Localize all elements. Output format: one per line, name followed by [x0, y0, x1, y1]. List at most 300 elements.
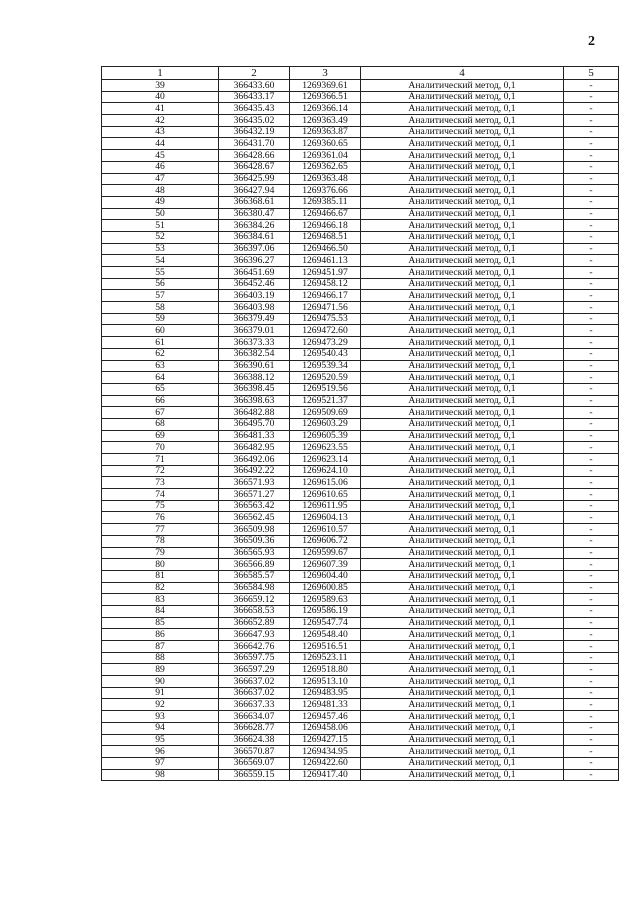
point-number-cell: 66 [102, 395, 219, 407]
x-coordinate-cell: 366433.60 [219, 80, 290, 92]
table-row [102, 430, 619, 442]
x-coordinate-cell: 366433.17 [219, 91, 290, 103]
description-cell: - [564, 594, 619, 606]
point-number-cell: 87 [102, 641, 219, 653]
point-number-cell: 75 [102, 500, 219, 512]
point-number-cell: 89 [102, 664, 219, 676]
table-row [102, 103, 619, 115]
x-coordinate-cell: 366398.45 [219, 383, 290, 395]
description-cell: - [564, 757, 619, 769]
x-coordinate-cell: 366397.06 [219, 243, 290, 255]
column-header: 1 [102, 67, 219, 80]
y-coordinate-cell: 1269509.69 [290, 407, 361, 419]
y-coordinate-cell: 1269475.53 [290, 313, 361, 325]
y-coordinate-cell: 1269483.95 [290, 687, 361, 699]
description-cell: - [564, 302, 619, 314]
method-cell: Аналитический метод, 0,1 [361, 454, 564, 466]
x-coordinate-cell: 366647.93 [219, 629, 290, 641]
x-coordinate-cell: 366428.66 [219, 150, 290, 162]
y-coordinate-cell: 1269466.50 [290, 243, 361, 255]
x-coordinate-cell: 366384.26 [219, 220, 290, 232]
method-cell: Аналитический метод, 0,1 [361, 547, 564, 559]
point-number-cell: 68 [102, 418, 219, 430]
table-row [102, 267, 619, 279]
table-row [102, 605, 619, 617]
point-number-cell: 74 [102, 489, 219, 501]
point-number-cell: 76 [102, 512, 219, 524]
point-number-cell: 63 [102, 360, 219, 372]
table-row [102, 757, 619, 769]
x-coordinate-cell: 366379.01 [219, 325, 290, 337]
method-cell: Аналитический метод, 0,1 [361, 617, 564, 629]
y-coordinate-cell: 1269434.95 [290, 746, 361, 758]
table-row [102, 138, 619, 150]
x-coordinate-cell: 366571.27 [219, 489, 290, 501]
table-row [102, 570, 619, 582]
x-coordinate-cell: 366569.07 [219, 757, 290, 769]
y-coordinate-cell: 1269623.55 [290, 442, 361, 454]
table-row [102, 547, 619, 559]
point-number-cell: 92 [102, 699, 219, 711]
x-coordinate-cell: 366382.54 [219, 348, 290, 360]
table-row [102, 173, 619, 185]
method-cell: Аналитический метод, 0,1 [361, 559, 564, 571]
method-cell: Аналитический метод, 0,1 [361, 103, 564, 115]
x-coordinate-cell: 366435.43 [219, 103, 290, 115]
point-number-cell: 86 [102, 629, 219, 641]
point-number-cell: 85 [102, 617, 219, 629]
description-cell: - [564, 652, 619, 664]
point-number-cell: 47 [102, 173, 219, 185]
description-cell: - [564, 442, 619, 454]
y-coordinate-cell: 1269589.63 [290, 594, 361, 606]
description-cell: - [564, 465, 619, 477]
method-cell: Аналитический метод, 0,1 [361, 430, 564, 442]
point-number-cell: 77 [102, 524, 219, 536]
point-number-cell: 64 [102, 372, 219, 384]
method-cell: Аналитический метод, 0,1 [361, 746, 564, 758]
y-coordinate-cell: 1269610.65 [290, 489, 361, 501]
description-cell: - [564, 641, 619, 653]
method-cell: Аналитический метод, 0,1 [361, 477, 564, 489]
description-cell: - [564, 676, 619, 688]
description-cell: - [564, 255, 619, 267]
table-row [102, 559, 619, 571]
description-cell: - [564, 231, 619, 243]
description-cell: - [564, 196, 619, 208]
y-coordinate-cell: 1269466.17 [290, 290, 361, 302]
x-coordinate-cell: 366566.89 [219, 559, 290, 571]
method-cell: Аналитический метод, 0,1 [361, 360, 564, 372]
method-cell: Аналитический метод, 0,1 [361, 302, 564, 314]
table-row [102, 302, 619, 314]
point-number-cell: 82 [102, 582, 219, 594]
x-coordinate-cell: 366379.49 [219, 313, 290, 325]
x-coordinate-cell: 366509.36 [219, 535, 290, 547]
table-row [102, 383, 619, 395]
description-cell: - [564, 360, 619, 372]
table-row [102, 524, 619, 536]
table-row [102, 722, 619, 734]
table-row [102, 477, 619, 489]
description-cell: - [564, 348, 619, 360]
table-row [102, 278, 619, 290]
table-row [102, 676, 619, 688]
point-number-cell: 59 [102, 313, 219, 325]
description-cell: - [564, 313, 619, 325]
x-coordinate-cell: 366495.70 [219, 418, 290, 430]
table-row [102, 150, 619, 162]
y-coordinate-cell: 1269376.66 [290, 185, 361, 197]
x-coordinate-cell: 366435.02 [219, 115, 290, 127]
description-cell: - [564, 267, 619, 279]
table-row [102, 512, 619, 524]
point-number-cell: 49 [102, 196, 219, 208]
method-cell: Аналитический метод, 0,1 [361, 325, 564, 337]
method-cell: Аналитический метод, 0,1 [361, 208, 564, 220]
point-number-cell: 58 [102, 302, 219, 314]
method-cell: Аналитический метод, 0,1 [361, 348, 564, 360]
table-row [102, 769, 619, 781]
table-row [102, 734, 619, 746]
method-cell: Аналитический метод, 0,1 [361, 687, 564, 699]
y-coordinate-cell: 1269361.04 [290, 150, 361, 162]
method-cell: Аналитический метод, 0,1 [361, 722, 564, 734]
point-number-cell: 94 [102, 722, 219, 734]
y-coordinate-cell: 1269513.10 [290, 676, 361, 688]
point-number-cell: 56 [102, 278, 219, 290]
y-coordinate-cell: 1269586.19 [290, 605, 361, 617]
description-cell: - [564, 722, 619, 734]
x-coordinate-cell: 366451.69 [219, 267, 290, 279]
method-cell: Аналитический метод, 0,1 [361, 173, 564, 185]
x-coordinate-cell: 366565.93 [219, 547, 290, 559]
y-coordinate-cell: 1269606.72 [290, 535, 361, 547]
point-number-cell: 98 [102, 769, 219, 781]
y-coordinate-cell: 1269607.39 [290, 559, 361, 571]
point-number-cell: 41 [102, 103, 219, 115]
table-row [102, 407, 619, 419]
description-cell: - [564, 477, 619, 489]
x-coordinate-cell: 366628.77 [219, 722, 290, 734]
description-cell: - [564, 500, 619, 512]
y-coordinate-cell: 1269366.51 [290, 91, 361, 103]
y-coordinate-cell: 1269623.14 [290, 454, 361, 466]
description-cell: - [564, 185, 619, 197]
x-coordinate-cell: 366637.33 [219, 699, 290, 711]
description-cell: - [564, 711, 619, 723]
x-coordinate-cell: 366425.99 [219, 173, 290, 185]
point-number-cell: 78 [102, 535, 219, 547]
y-coordinate-cell: 1269458.06 [290, 722, 361, 734]
x-coordinate-cell: 366492.22 [219, 465, 290, 477]
point-number-cell: 65 [102, 383, 219, 395]
x-coordinate-cell: 366380.47 [219, 208, 290, 220]
x-coordinate-cell: 366482.95 [219, 442, 290, 454]
table-row [102, 687, 619, 699]
point-number-cell: 53 [102, 243, 219, 255]
table-row [102, 91, 619, 103]
method-cell: Аналитический метод, 0,1 [361, 734, 564, 746]
column-header: 5 [564, 67, 619, 80]
column-header: 4 [361, 67, 564, 80]
x-coordinate-cell: 366384.61 [219, 231, 290, 243]
x-coordinate-cell: 366373.33 [219, 337, 290, 349]
page-number: 2 [588, 34, 595, 49]
table-row [102, 641, 619, 653]
x-coordinate-cell: 366652.89 [219, 617, 290, 629]
table-row [102, 208, 619, 220]
description-cell: - [564, 582, 619, 594]
point-number-cell: 69 [102, 430, 219, 442]
x-coordinate-cell: 366562.45 [219, 512, 290, 524]
method-cell: Аналитический метод, 0,1 [361, 582, 564, 594]
method-cell: Аналитический метод, 0,1 [361, 267, 564, 279]
coordinates-table [101, 66, 619, 781]
table-row [102, 594, 619, 606]
x-coordinate-cell: 366637.02 [219, 687, 290, 699]
method-cell: Аналитический метод, 0,1 [361, 711, 564, 723]
y-coordinate-cell: 1269547.74 [290, 617, 361, 629]
point-number-cell: 80 [102, 559, 219, 571]
method-cell: Аналитический метод, 0,1 [361, 150, 564, 162]
point-number-cell: 88 [102, 652, 219, 664]
y-coordinate-cell: 1269363.48 [290, 173, 361, 185]
table-row [102, 325, 619, 337]
y-coordinate-cell: 1269473.29 [290, 337, 361, 349]
point-number-cell: 90 [102, 676, 219, 688]
table-header [102, 67, 619, 80]
method-cell: Аналитический метод, 0,1 [361, 570, 564, 582]
point-number-cell: 40 [102, 91, 219, 103]
description-cell: - [564, 208, 619, 220]
point-number-cell: 43 [102, 126, 219, 138]
table-row [102, 80, 619, 92]
method-cell: Аналитический метод, 0,1 [361, 91, 564, 103]
point-number-cell: 72 [102, 465, 219, 477]
table-row [102, 231, 619, 243]
y-coordinate-cell: 1269523.11 [290, 652, 361, 664]
point-number-cell: 61 [102, 337, 219, 349]
y-coordinate-cell: 1269521.37 [290, 395, 361, 407]
x-coordinate-cell: 366624.38 [219, 734, 290, 746]
table-row [102, 629, 619, 641]
y-coordinate-cell: 1269548.40 [290, 629, 361, 641]
x-coordinate-cell: 366571.93 [219, 477, 290, 489]
x-coordinate-cell: 366432.19 [219, 126, 290, 138]
table-row [102, 372, 619, 384]
table-row [102, 454, 619, 466]
description-cell: - [564, 629, 619, 641]
table-row [102, 442, 619, 454]
description-cell: - [564, 535, 619, 547]
y-coordinate-cell: 1269427.15 [290, 734, 361, 746]
x-coordinate-cell: 366509.98 [219, 524, 290, 536]
y-coordinate-cell: 1269611.95 [290, 500, 361, 512]
y-coordinate-cell: 1269539.34 [290, 360, 361, 372]
y-coordinate-cell: 1269472.60 [290, 325, 361, 337]
table-row [102, 465, 619, 477]
method-cell: Аналитический метод, 0,1 [361, 196, 564, 208]
x-coordinate-cell: 366597.29 [219, 664, 290, 676]
x-coordinate-cell: 366563.42 [219, 500, 290, 512]
y-coordinate-cell: 1269610.57 [290, 524, 361, 536]
point-number-cell: 83 [102, 594, 219, 606]
y-coordinate-cell: 1269600.85 [290, 582, 361, 594]
description-cell: - [564, 115, 619, 127]
x-coordinate-cell: 366403.19 [219, 290, 290, 302]
x-coordinate-cell: 366570.87 [219, 746, 290, 758]
table-row [102, 185, 619, 197]
table-row [102, 699, 619, 711]
y-coordinate-cell: 1269363.49 [290, 115, 361, 127]
method-cell: Аналитический метод, 0,1 [361, 500, 564, 512]
point-number-cell: 46 [102, 161, 219, 173]
y-coordinate-cell: 1269422.60 [290, 757, 361, 769]
x-coordinate-cell: 366427.94 [219, 185, 290, 197]
y-coordinate-cell: 1269385.11 [290, 196, 361, 208]
method-cell: Аналитический метод, 0,1 [361, 757, 564, 769]
y-coordinate-cell: 1269468.51 [290, 231, 361, 243]
description-cell: - [564, 243, 619, 255]
x-coordinate-cell: 366390.61 [219, 360, 290, 372]
y-coordinate-cell: 1269520.59 [290, 372, 361, 384]
x-coordinate-cell: 366428.67 [219, 161, 290, 173]
table-row [102, 500, 619, 512]
y-coordinate-cell: 1269366.14 [290, 103, 361, 115]
y-coordinate-cell: 1269603.29 [290, 418, 361, 430]
table-row [102, 582, 619, 594]
description-cell: - [564, 103, 619, 115]
description-cell: - [564, 512, 619, 524]
y-coordinate-cell: 1269519.56 [290, 383, 361, 395]
y-coordinate-cell: 1269369.61 [290, 80, 361, 92]
method-cell: Аналитический метод, 0,1 [361, 524, 564, 536]
description-cell: - [564, 80, 619, 92]
column-header: 3 [290, 67, 361, 80]
description-cell: - [564, 559, 619, 571]
y-coordinate-cell: 1269363.87 [290, 126, 361, 138]
point-number-cell: 81 [102, 570, 219, 582]
table-row [102, 313, 619, 325]
method-cell: Аналитический метод, 0,1 [361, 535, 564, 547]
method-cell: Аналитический метод, 0,1 [361, 489, 564, 501]
point-number-cell: 96 [102, 746, 219, 758]
y-coordinate-cell: 1269457.46 [290, 711, 361, 723]
description-cell: - [564, 769, 619, 781]
point-number-cell: 84 [102, 605, 219, 617]
x-coordinate-cell: 366452.46 [219, 278, 290, 290]
point-number-cell: 93 [102, 711, 219, 723]
method-cell: Аналитический метод, 0,1 [361, 383, 564, 395]
method-cell: Аналитический метод, 0,1 [361, 641, 564, 653]
method-cell: Аналитический метод, 0,1 [361, 138, 564, 150]
description-cell: - [564, 430, 619, 442]
point-number-cell: 79 [102, 547, 219, 559]
point-number-cell: 97 [102, 757, 219, 769]
x-coordinate-cell: 366597.75 [219, 652, 290, 664]
description-cell: - [564, 91, 619, 103]
table-row [102, 535, 619, 547]
y-coordinate-cell: 1269604.40 [290, 570, 361, 582]
description-cell: - [564, 395, 619, 407]
point-number-cell: 48 [102, 185, 219, 197]
column-header: 2 [219, 67, 290, 80]
table-row [102, 161, 619, 173]
table-row [102, 290, 619, 302]
point-number-cell: 42 [102, 115, 219, 127]
method-cell: Аналитический метод, 0,1 [361, 465, 564, 477]
table-row [102, 126, 619, 138]
method-cell: Аналитический метод, 0,1 [361, 594, 564, 606]
method-cell: Аналитический метод, 0,1 [361, 255, 564, 267]
x-coordinate-cell: 366492.06 [219, 454, 290, 466]
description-cell: - [564, 278, 619, 290]
x-coordinate-cell: 366482.88 [219, 407, 290, 419]
point-number-cell: 60 [102, 325, 219, 337]
y-coordinate-cell: 1269481.33 [290, 699, 361, 711]
method-cell: Аналитический метод, 0,1 [361, 676, 564, 688]
description-cell: - [564, 372, 619, 384]
method-cell: Аналитический метод, 0,1 [361, 699, 564, 711]
x-coordinate-cell: 366642.76 [219, 641, 290, 653]
table-body [102, 80, 619, 781]
x-coordinate-cell: 366634.07 [219, 711, 290, 723]
y-coordinate-cell: 1269604.13 [290, 512, 361, 524]
description-cell: - [564, 617, 619, 629]
description-cell: - [564, 664, 619, 676]
method-cell: Аналитический метод, 0,1 [361, 442, 564, 454]
method-cell: Аналитический метод, 0,1 [361, 243, 564, 255]
y-coordinate-cell: 1269471.56 [290, 302, 361, 314]
x-coordinate-cell: 366585.57 [219, 570, 290, 582]
table-row [102, 220, 619, 232]
table-row [102, 395, 619, 407]
x-coordinate-cell: 366403.98 [219, 302, 290, 314]
y-coordinate-cell: 1269466.67 [290, 208, 361, 220]
description-cell: - [564, 173, 619, 185]
point-number-cell: 91 [102, 687, 219, 699]
description-cell: - [564, 161, 619, 173]
point-number-cell: 52 [102, 231, 219, 243]
method-cell: Аналитический метод, 0,1 [361, 115, 564, 127]
method-cell: Аналитический метод, 0,1 [361, 231, 564, 243]
description-cell: - [564, 734, 619, 746]
table-row [102, 243, 619, 255]
point-number-cell: 62 [102, 348, 219, 360]
method-cell: Аналитический метод, 0,1 [361, 512, 564, 524]
x-coordinate-cell: 366658.53 [219, 605, 290, 617]
table-row [102, 360, 619, 372]
table-row [102, 115, 619, 127]
point-number-cell: 39 [102, 80, 219, 92]
description-cell: - [564, 290, 619, 302]
table-row [102, 196, 619, 208]
description-cell: - [564, 138, 619, 150]
y-coordinate-cell: 1269458.12 [290, 278, 361, 290]
description-cell: - [564, 454, 619, 466]
x-coordinate-cell: 366481.33 [219, 430, 290, 442]
method-cell: Аналитический метод, 0,1 [361, 605, 564, 617]
point-number-cell: 45 [102, 150, 219, 162]
x-coordinate-cell: 366637.02 [219, 676, 290, 688]
description-cell: - [564, 150, 619, 162]
table-row [102, 746, 619, 758]
y-coordinate-cell: 1269624.10 [290, 465, 361, 477]
method-cell: Аналитический метод, 0,1 [361, 126, 564, 138]
y-coordinate-cell: 1269362.65 [290, 161, 361, 173]
method-cell: Аналитический метод, 0,1 [361, 652, 564, 664]
